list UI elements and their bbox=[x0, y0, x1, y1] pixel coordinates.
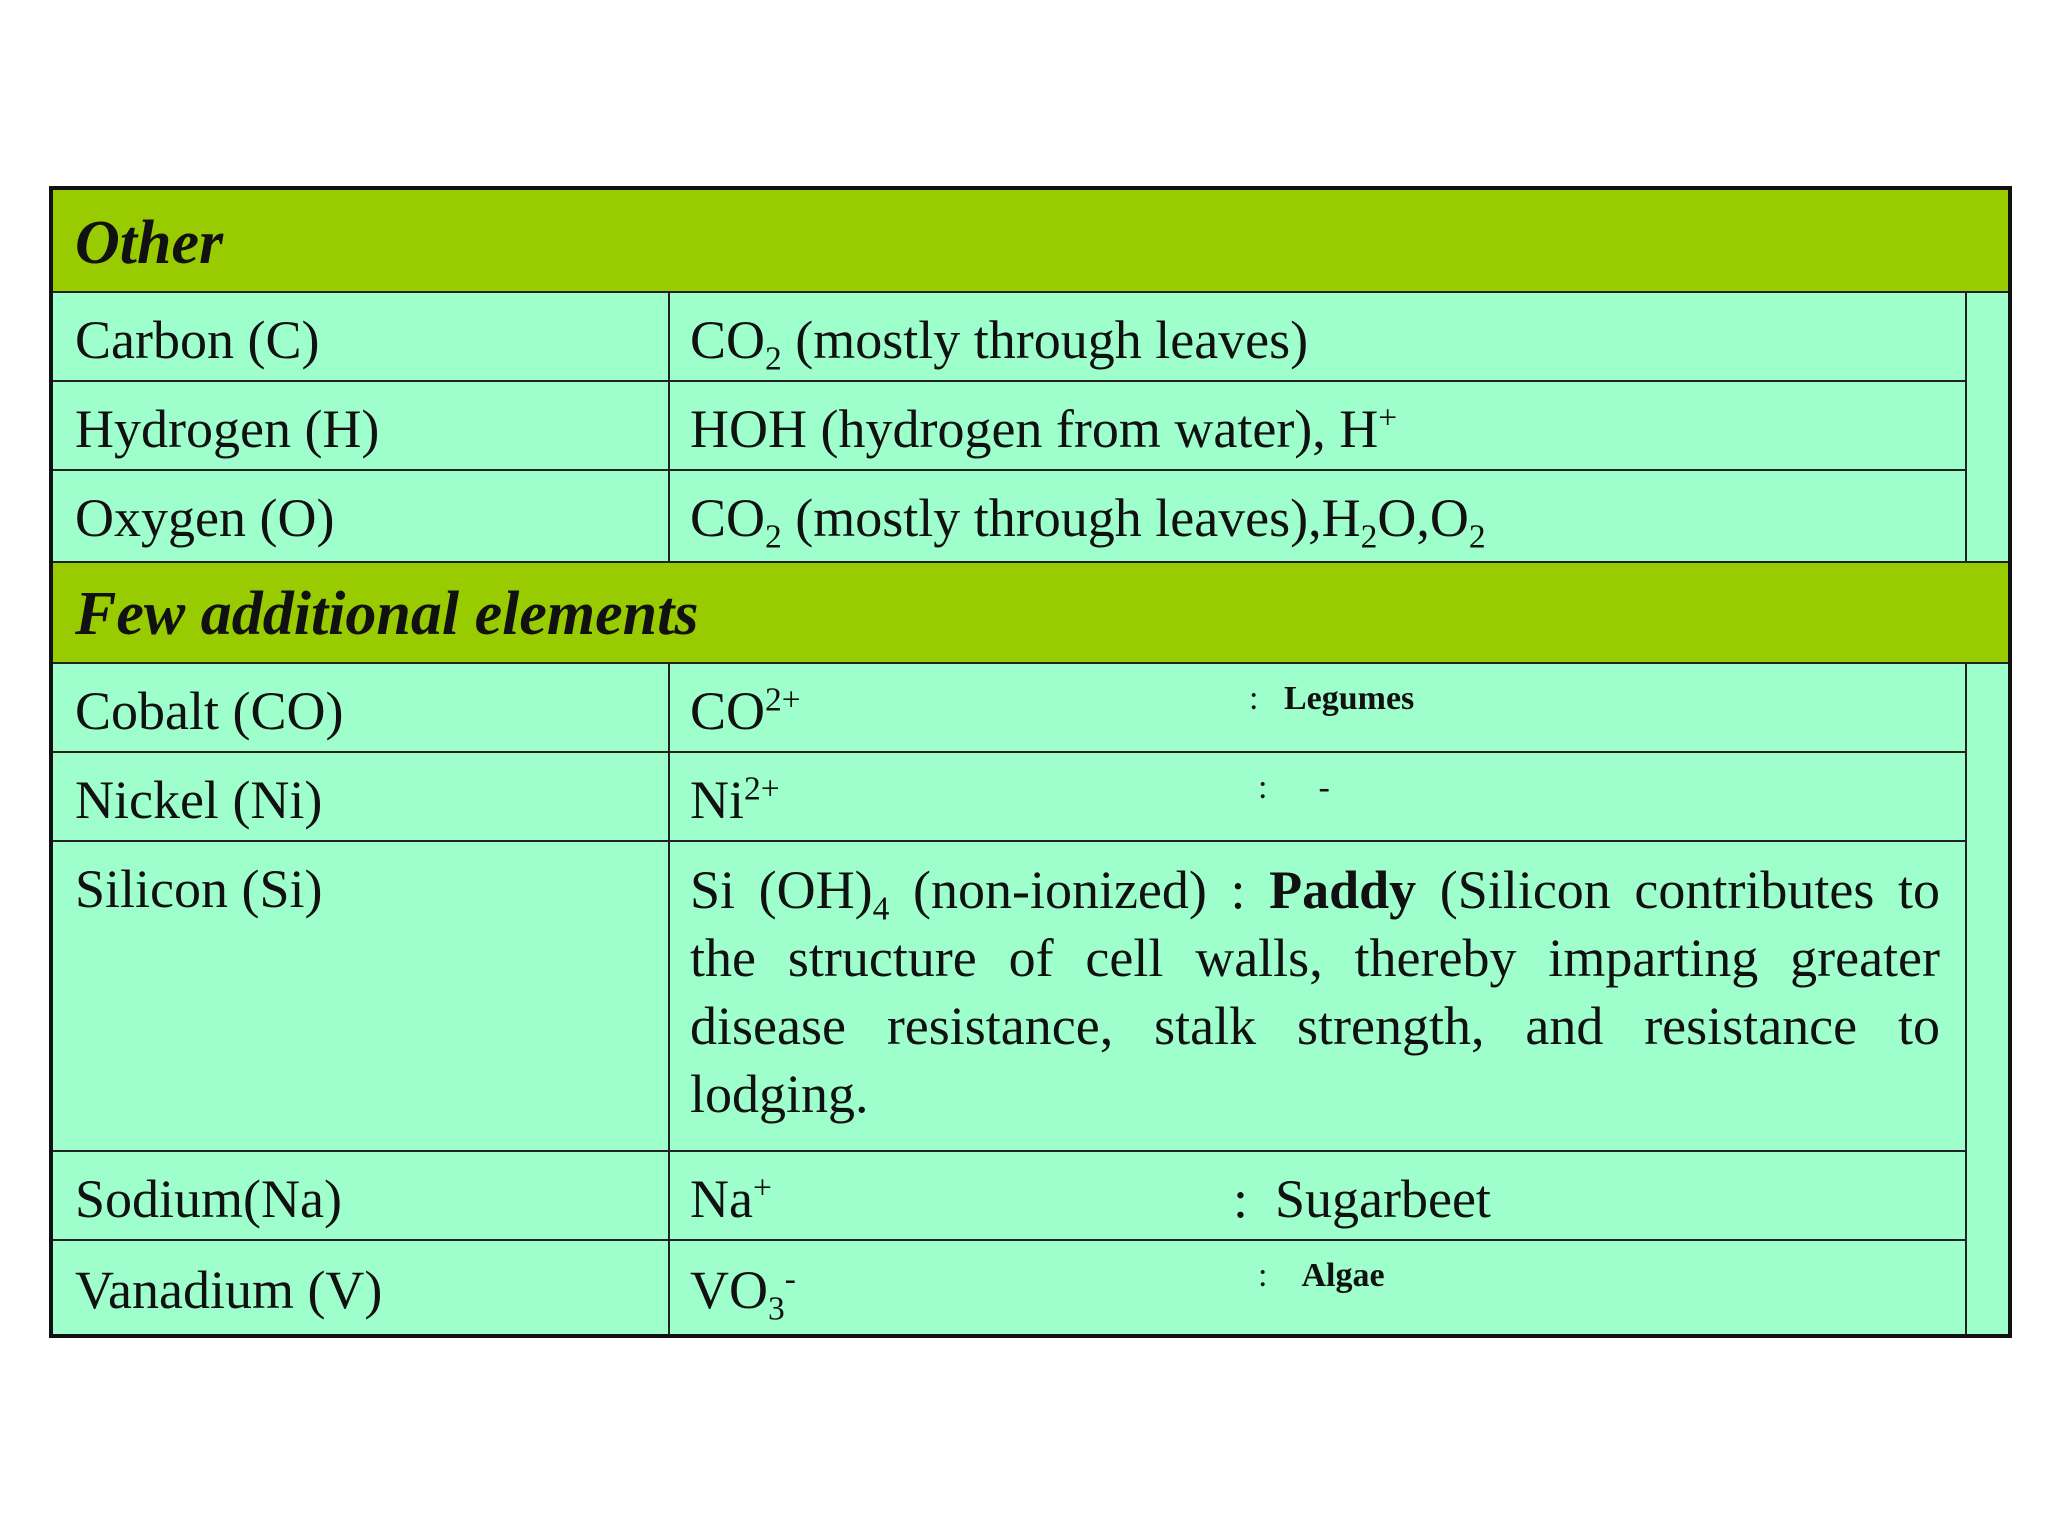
table-row bbox=[53, 1241, 1965, 1334]
table-row bbox=[53, 753, 1965, 842]
uptake-form: HOH (hydrogen from water), H+ bbox=[690, 399, 1398, 459]
element-name: Sodium(Na) bbox=[75, 1169, 342, 1229]
crop-name: Sugarbeet bbox=[1275, 1169, 1491, 1229]
column-divider bbox=[668, 753, 670, 840]
crop-note bbox=[1249, 682, 1414, 716]
section-title: Other bbox=[75, 209, 224, 277]
section-header-additional bbox=[53, 561, 2008, 664]
colon: : bbox=[1258, 1257, 1268, 1294]
crop-name: - bbox=[1318, 769, 1330, 806]
table-row bbox=[53, 382, 1965, 471]
column-divider bbox=[668, 293, 670, 380]
table-row bbox=[53, 471, 1965, 561]
crop-name: Legumes bbox=[1283, 680, 1415, 717]
uptake-form: $CO^{2+}$ bbox=[690, 681, 801, 741]
column-divider bbox=[668, 471, 670, 561]
element-name: Carbon (C) bbox=[75, 310, 320, 370]
table-row bbox=[53, 293, 1965, 382]
section-header-other bbox=[53, 190, 2008, 293]
uptake-form: Na+ bbox=[690, 1169, 772, 1229]
nutrient-table bbox=[49, 186, 2012, 1338]
table-row bbox=[53, 842, 1965, 1152]
colon: : bbox=[1258, 769, 1268, 806]
element-name: Nickel (Ni) bbox=[75, 770, 323, 830]
uptake-form: $CO_2$ (mostly through leaves) bbox=[690, 310, 1309, 378]
element-name: Cobalt (CO) bbox=[75, 681, 344, 741]
crop-note bbox=[1258, 1259, 1385, 1293]
crop-note bbox=[1233, 1169, 1491, 1229]
column-divider bbox=[668, 1241, 670, 1334]
column-divider bbox=[668, 382, 670, 469]
uptake-form: $VO_3^-$ bbox=[690, 1260, 796, 1328]
crop-note bbox=[1258, 771, 1330, 805]
element-name: Vanadium (V) bbox=[75, 1260, 383, 1320]
column-divider bbox=[668, 1152, 670, 1239]
table-row bbox=[53, 664, 1965, 753]
crop-name: Paddy bbox=[1269, 860, 1417, 920]
uptake-description: Si $(OH)_4$ (non-ionized) : Paddy (Silicon contributes to the structure of cell walls, thereby imparting greater disease resistance, stalk strength, and resistance to lodging. bbox=[690, 860, 1940, 1124]
column-divider bbox=[668, 664, 670, 751]
element-name: Oxygen (O) bbox=[75, 488, 335, 548]
table-row bbox=[53, 1152, 1965, 1241]
section-title: Few additional elements bbox=[75, 580, 699, 648]
element-name: Silicon (Si) bbox=[75, 859, 323, 919]
element-name: Hydrogen (H) bbox=[75, 399, 380, 459]
crop-name: Algae bbox=[1301, 1257, 1385, 1294]
column-divider bbox=[668, 842, 670, 1150]
colon: : bbox=[1249, 680, 1259, 717]
table-right-border bbox=[1965, 293, 1967, 561]
uptake-form: $CO_2$ (mostly through $leaves),H_2O,O_2$ bbox=[690, 488, 1486, 556]
table-right-border bbox=[1965, 664, 1967, 1334]
uptake-form: $Ni^{2+}$ bbox=[690, 770, 780, 830]
colon: : bbox=[1233, 1169, 1249, 1229]
